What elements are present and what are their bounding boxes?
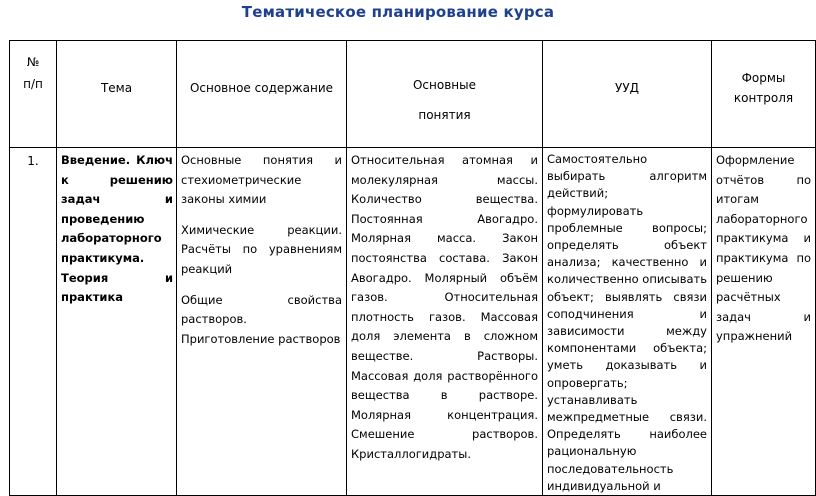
header-concepts-line2: понятия: [418, 108, 471, 122]
row-concepts-cell: [347, 148, 543, 496]
content-item: Основные понятия и стехиометрические законы химии: [181, 153, 342, 207]
header-forms-line2: контроля: [733, 91, 794, 105]
row-concepts: Относительная атомная и молекулярная массы. Количество вещества. Постоянная Авогадро. Молярная масса. Закон постоянства состава. Закон Авогадро. Молярный объём газов. Относительная плотность газов. Массовая доля элемента в сложном веществе. Растворы. Массовая доля растворённого вещества в растворе. Молярная концентрация. Смешение растворов. Кристаллогидраты.: [351, 153, 538, 461]
header-concepts-cell: [347, 41, 543, 148]
row-forms-cell: [712, 148, 816, 496]
header-num-label: п/п: [23, 77, 43, 91]
table-row: [10, 148, 816, 496]
header-content: Основное содержание: [189, 81, 334, 95]
header-forms-line1: Формы: [741, 71, 786, 85]
row-forms: Оформление отчётов по итогам лабораторного практикума и практикума по решению расчётных задач и упражнений: [716, 153, 811, 344]
header-num-cell: [10, 41, 57, 148]
page-title: Тематическое планирование курса: [241, 3, 555, 21]
planning-table: [9, 40, 816, 496]
row-num: 1.: [27, 154, 39, 168]
content-item: Общие свойства растворов. Приготовление растворов: [181, 292, 342, 346]
header-uud-cell: [543, 41, 712, 148]
header-row: [10, 41, 816, 148]
row-uud: Самостоятельно выбирать алгоритм действий; формулировать проблемные вопросы; определять объект анализа; качественно и количественно описывать объект; выявлять связи соподчинения и зависимости между компонентами объекта; уметь доказывать и опровергать; устанавливать межпредметные связи. Определять наиболее рациональную последовательность индивидуальной и: [547, 152, 708, 493]
content-item: Химические реакции. Расчёты по уравнениям реакций: [181, 222, 342, 276]
header-content-cell: [177, 41, 347, 148]
header-uud: УУД: [615, 81, 639, 95]
row-num-cell: [10, 148, 57, 496]
header-num-sign: №: [26, 55, 40, 69]
row-topic-cell: [57, 148, 177, 496]
header-concepts-line1: Основные: [412, 78, 476, 92]
row-topic: Введение. Ключ к решению задач и проведению лабораторного практикума. Теория и практика: [61, 153, 173, 305]
row-content-cell: [177, 148, 347, 496]
row-uud-cell: [543, 148, 712, 496]
header-topic-cell: [57, 41, 177, 148]
header-topic: Тема: [100, 81, 133, 95]
header-forms-cell: [712, 41, 816, 148]
